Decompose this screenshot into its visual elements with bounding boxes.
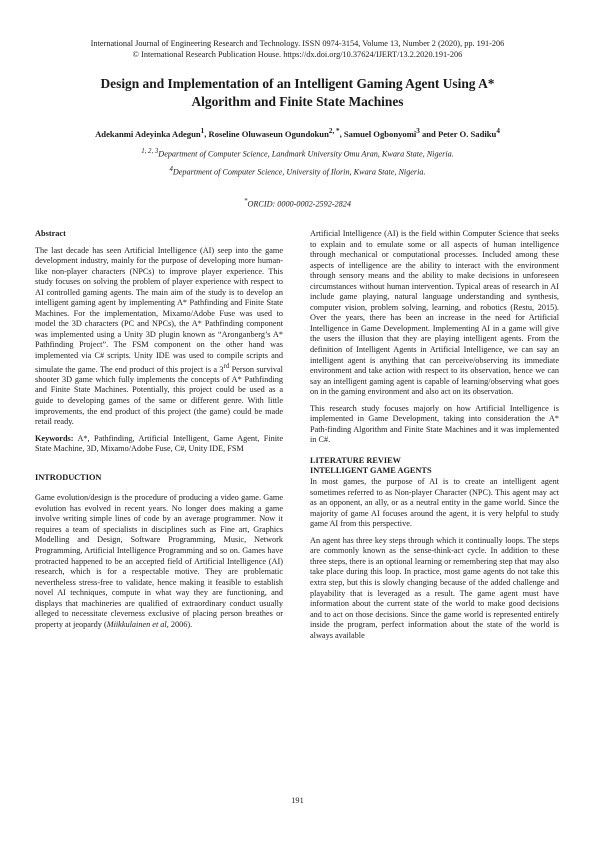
author-list: Adekanmi Adeyinka Adegun$^1$, Roseline Oluwaseun Ogundokun$^{2, *}$, Samuel Ogbonyomi$^3$ and Peter O. Sadiku$^4$ — [95, 127, 500, 139]
affiliation-text: Department of Computer Science, University of Ilorin, Kwara State, Nigeria. — [172, 167, 426, 177]
literature-review-heading: LITERATURE REVIEW — [310, 455, 401, 465]
author-affiliation-mark: 4 — [496, 127, 500, 135]
introduction-heading: INTRODUCTION — [35, 472, 102, 482]
introduction-text: Game evolution/design is the procedure of producing a video game. Game evolution has evolved in recent years. No longer does making a game involve writing simple lines of code by an average programmer. Now it requires a team of specialists in disciplines such as Fine art, Graphics Modelling and Design, Software Programming, Music, Network Programming, Artificial Intelligence Programming and so on. Games have protracted happened to be an accepted field of Artificial Intelligence (AI) research, which is for a respectable motive. They are problematic nevertheless stress-free to validate, hence making it feasible to establish novel AI techniques, compute in what way they are functioning, and displays that machineries are qualified of extraordinary conduct usually alleged to necessitate cleverness exclusive of placing person breathes or property at jeopardy (Miikkulainen et al, 2006). — [35, 493, 283, 629]
ai-definition-paragraph: Artificial Intelligence (AI) is the field within Computer Science that seeks to explain and to emulate some or all aspects of human intelligence through mechanical or computational processes. Included among these aspects of intelligence are the ability to interact with the environment through sensory means and the ability to make decisions in unforeseen circumstances without human intervention. Typical areas of research in AI include game playing, natural language understanding and synthesis, computer vision, problem solving, learning, and robotics (Restu, 2015). Over the years, there has been an increase in the need for Artificial Intelligence in Game Development. Implementing AI in a game will give the users the illusion that they are playing intelligent agents. From the definition of Intelligent Agents in Artificial Intelligence, we can say an intelligent agent is anything that can perceive/observing its immediate environment and take action with respect to its observation, hence we can say an intelligent gaming agent is capable of learning/observing what goes on in the gaming environment and also act on its observation. — [310, 229, 559, 397]
affiliation-mark: 4 — [169, 166, 173, 173]
author-affiliation-mark: 3 — [416, 127, 420, 135]
orcid-mark: * — [244, 198, 248, 205]
author-name: Samuel Ogbonyomi — [343, 128, 417, 139]
intelligent-game-agents-heading: INTELLIGENT GAME AGENTS — [310, 466, 432, 476]
agent-steps-paragraph: An agent has three key steps through which it continually loops. The steps are commonly known as the sense-think-act cycle. In addition to these three steps, there is an optional learning or remembering step that may also take place during this loop. In practice, most game agents do not take this extra step, but this is slowly changing because of the added challenge and playability that is leveraged as a result. The game agent must have information about the current state of the world to make good decisions and to act on those decisions. Since the game world is represented entirely inside the program, perfect information about the state of the world is always available — [310, 535, 559, 640]
right-column — [310, 229, 559, 641]
journal-header — [0, 38, 595, 60]
affiliation-text: Department of Computer Science, Landmark University Omu Aran, Kwara State, Nigeria. — [158, 149, 454, 159]
paper-title — [48, 75, 547, 111]
orcid-text: ORCID: 0000-0002-2592-2824 — [247, 199, 351, 209]
game-agents-paragraph: In most games, the purpose of AI is to create an intelligent agent sometimes referred to as Non-player Character (NPC). This agent may act as an opponent, an ally, or as a neutral entity in the game world. Since the majority of game AI focuses around the agent, it is very helpful to study game AI from this perspective. — [310, 477, 559, 529]
title-line-2: Algorithm and Finite State Machines — [191, 94, 404, 109]
affiliation-2 — [20, 164, 575, 178]
author-name: Peter O. Sadiku — [437, 128, 497, 139]
affiliation-1 — [20, 146, 575, 160]
author-name: Adekanmi Adeyinka Adegun — [95, 128, 201, 139]
publisher-doi-line: © International Research Publication House. https://dx.doi.org/10.37624/IJERT/13.2.2020.191-206 — [132, 50, 463, 59]
keywords-label: Keywords: — [35, 433, 74, 443]
abstract-text: The last decade has seen Artificial Intelligence (AI) seep into the game development industry, mainly for the purpose of developing more human-like non-player characters (NPCs) to improve player experience. This study focuses on solving the problem of player experience with respect to AI controlled gaming agents. The main aim of the study is to develop an intelligent gaming agent by implementing A* Pathfinding and Finite State Machines. For the implementation, Mixamo/Adobe Fuse was used to model the 3D characters (PC and NPCs), the A* Pathfinding component was implemented using a Unity 3D plugin known as “Aronganberg’s A* Pathfinding Project”. The FSM component on the other hand was implemented via C# scripts. Unity IDE was used to compile scripts and simulate the game. The end product of this project is a 3rd Person survival shooter 3D game which fully implements the concepts of A* Pathfinding and Finite State Machines. Potentially, this project could be used as a guide to developing games of the same or different genre. With little improvements, the end product of this project (the game) could be made retail ready. — [35, 245, 283, 427]
abstract-heading: Abstract — [35, 229, 66, 238]
journal-citation-line: International Journal of Engineering Research and Technology. ISSN 0974-3154, Volume 13, Number 2 (2020), pp. 191-206 — [90, 39, 505, 48]
title-line-1: Design and Implementation of an Intelligent Gaming Agent Using A* — [100, 76, 495, 91]
author-name: Roseline Oluwaseun Ogundokun — [208, 128, 329, 139]
author-affiliation-mark: 1 — [200, 127, 205, 135]
left-column — [35, 229, 283, 630]
author-affiliation-mark: 2, * — [328, 127, 340, 135]
page-number: 191 — [291, 796, 304, 805]
keywords — [35, 434, 283, 455]
keywords-text: A*, Pathfinding, Artificial Intelligent, Game Agent, Finite State Machine, 3D, Mixamo/Adobe Fuse, C#, Unity IDE, FSM — [35, 433, 283, 454]
orcid-line — [20, 196, 575, 210]
study-focus-paragraph: This research study focuses majorly on how Artificial Intelligence is implemented in Game Development, taking into consideration the A* Path-finding Algorithm and Finite State Machines and it was implemented in C#. — [310, 403, 559, 445]
affiliation-mark: 1, 2, 3 — [141, 148, 159, 155]
